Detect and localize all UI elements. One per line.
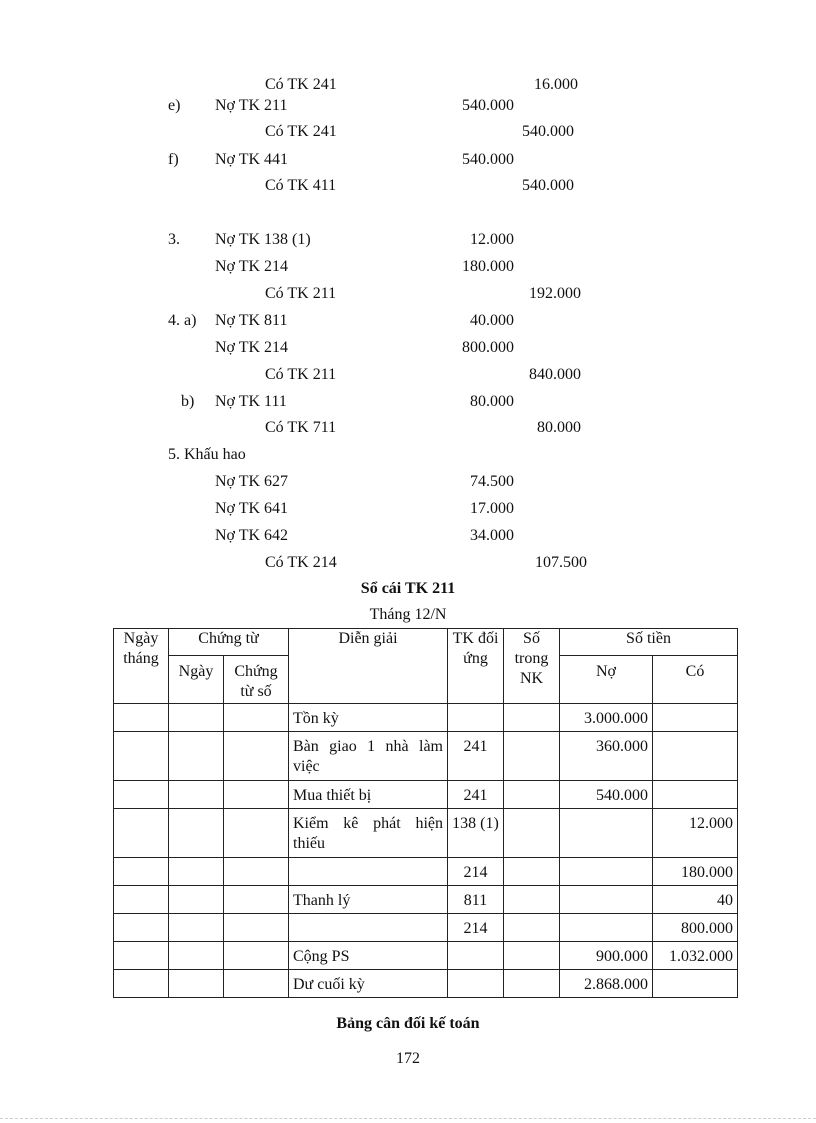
header-amount: Số tiền	[560, 629, 738, 656]
entry-debit: 80.000	[470, 393, 514, 410]
cell-journal-number	[504, 781, 560, 809]
table-row	[114, 886, 738, 914]
cell-journal-number	[504, 858, 560, 886]
entry-debit: 180.000	[462, 258, 514, 275]
cell-voucher-number	[224, 781, 289, 809]
cell-voucher-number	[224, 886, 289, 914]
cell-contra-account	[448, 942, 504, 970]
cell-date	[114, 858, 169, 886]
entry-debit: 800.000	[462, 339, 514, 356]
header-debit: Nợ	[560, 656, 653, 704]
cell-voucher-date	[169, 732, 224, 781]
entry-debit: 74.500	[470, 473, 514, 490]
cell-journal-number	[504, 732, 560, 781]
cell-debit: 2.868.000	[560, 970, 653, 998]
entry-account: Nợ TK 138 (1)	[215, 231, 311, 248]
cell-credit: 180.000	[653, 858, 738, 886]
entry-label: b)	[181, 393, 195, 410]
entry-account: Có TK 214	[265, 554, 337, 571]
cell-date	[114, 886, 169, 914]
cell-debit: 540.000	[560, 781, 653, 809]
entry-credit: 80.000	[537, 419, 581, 436]
cell-contra-account: 214	[448, 914, 504, 942]
cell-voucher-number	[224, 914, 289, 942]
cell-description: Bàn giao 1 nhà làm việc	[289, 732, 448, 781]
entry-credit: 192.000	[529, 285, 581, 302]
table-row	[114, 704, 738, 732]
header-date: Ngày tháng	[114, 629, 169, 704]
entry-credit: 840.000	[529, 366, 581, 383]
ledger-table	[113, 628, 738, 998]
entry-account: Nợ TK 627	[215, 473, 289, 490]
cell-voucher-number	[224, 704, 289, 732]
header-voucher-date: Ngày	[169, 656, 224, 704]
cell-debit	[560, 914, 653, 942]
header-voucher-number: Chứng từ số	[224, 656, 289, 704]
entry-debit: 34.000	[470, 527, 514, 544]
cell-date	[114, 914, 169, 942]
table-row	[114, 809, 738, 858]
cell-voucher-date	[169, 809, 224, 858]
cell-journal-number	[504, 809, 560, 858]
cell-description: Thanh lý	[289, 886, 448, 914]
cell-contra-account	[448, 704, 504, 732]
cell-debit	[560, 886, 653, 914]
cell-voucher-date	[169, 781, 224, 809]
cell-debit: 360.000	[560, 732, 653, 781]
cell-journal-number	[504, 914, 560, 942]
cell-journal-number	[504, 704, 560, 732]
cell-credit: 40	[653, 886, 738, 914]
cell-voucher-date	[169, 942, 224, 970]
cell-credit: 1.032.000	[653, 942, 738, 970]
cell-credit	[653, 704, 738, 732]
cell-date	[114, 732, 169, 781]
entry-account: Nợ TK 111	[215, 393, 287, 410]
cell-contra-account: 811	[448, 886, 504, 914]
next-section-title: Bảng cân đối kế toán	[336, 1015, 480, 1032]
entry-debit: 17.000	[470, 500, 514, 517]
cell-voucher-number	[224, 809, 289, 858]
entry-label: e)	[168, 97, 181, 114]
header-description: Diễn giải	[289, 629, 448, 704]
cell-voucher-date	[169, 858, 224, 886]
entry-account: Nợ TK 441	[215, 151, 289, 168]
entry-account: Nợ TK 642	[215, 527, 289, 544]
entry-debit: 40.000	[470, 312, 514, 329]
entry-credit: 16.000	[534, 76, 578, 93]
entry-account: Có TK 711	[265, 419, 337, 436]
cell-voucher-date	[169, 886, 224, 914]
cell-journal-number	[504, 942, 560, 970]
cell-voucher-date	[169, 914, 224, 942]
table-row	[114, 970, 738, 998]
cell-description: Cộng PS	[289, 942, 448, 970]
ledger-subtitle: Tháng 12/N	[369, 606, 447, 623]
entry-label: f)	[168, 151, 179, 168]
cell-voucher-date	[169, 970, 224, 998]
entry-account: Nợ TK 214	[215, 339, 289, 356]
entry-account: Nợ TK 211	[215, 97, 288, 114]
table-row	[114, 732, 738, 781]
cell-contra-account: 241	[448, 732, 504, 781]
header-row	[114, 629, 738, 656]
cell-voucher-number	[224, 942, 289, 970]
cell-description	[289, 858, 448, 886]
cell-contra-account: 138 (1)	[448, 809, 504, 858]
cell-voucher-date	[169, 704, 224, 732]
entry-account: Có TK 241	[265, 76, 337, 93]
table-row	[114, 942, 738, 970]
cell-description: Mua thiết bị	[289, 781, 448, 809]
cell-voucher-number	[224, 732, 289, 781]
table-row	[114, 858, 738, 886]
header-journal-number: Số trong NK	[504, 629, 560, 704]
entry-account: Có TK 211	[265, 366, 337, 383]
cell-journal-number	[504, 886, 560, 914]
cell-contra-account: 241	[448, 781, 504, 809]
entry-debit: 540.000	[462, 97, 514, 114]
section-heading: 5. Khấu hao	[168, 446, 246, 463]
cell-date	[114, 781, 169, 809]
header-voucher: Chứng từ	[169, 629, 289, 656]
cell-date	[114, 942, 169, 970]
entry-credit: 540.000	[522, 177, 574, 194]
table-row	[114, 781, 738, 809]
cell-contra-account: 214	[448, 858, 504, 886]
cell-contra-account	[448, 970, 504, 998]
entry-debit: 12.000	[470, 231, 514, 248]
cell-date	[114, 704, 169, 732]
cell-credit: 12.000	[653, 809, 738, 858]
page-edge	[0, 1118, 816, 1119]
header-contra-account: TK đối ứng	[448, 629, 504, 704]
entry-account: Nợ TK 214	[215, 258, 289, 275]
entry-account: Có TK 241	[265, 123, 337, 140]
cell-credit	[653, 732, 738, 781]
cell-credit	[653, 970, 738, 998]
cell-credit: 800.000	[653, 914, 738, 942]
cell-journal-number	[504, 970, 560, 998]
entry-debit: 540.000	[462, 151, 514, 168]
cell-debit	[560, 858, 653, 886]
cell-description: Tồn kỳ	[289, 704, 448, 732]
entry-label: 4. a)	[168, 312, 197, 329]
entry-account: Có TK 411	[265, 177, 337, 194]
page-number: 172	[396, 1050, 420, 1067]
entry-credit: 107.500	[535, 554, 587, 571]
cell-credit	[653, 781, 738, 809]
entry-account: Nợ TK 641	[215, 500, 289, 517]
entry-label: 3.	[168, 231, 180, 248]
cell-description: Kiểm kê phát hiện thiếu	[289, 809, 448, 858]
entry-account: Nợ TK 811	[215, 312, 288, 329]
cell-voucher-number	[224, 970, 289, 998]
cell-debit: 3.000.000	[560, 704, 653, 732]
table-row	[114, 914, 738, 942]
cell-debit: 900.000	[560, 942, 653, 970]
cell-date	[114, 970, 169, 998]
header-credit: Có	[653, 656, 738, 704]
cell-description: Dư cuối kỳ	[289, 970, 448, 998]
entry-account: Có TK 211	[265, 285, 337, 302]
cell-date	[114, 809, 169, 858]
ledger-title: Sổ cái TK 211	[360, 580, 456, 597]
cell-voucher-number	[224, 858, 289, 886]
cell-description	[289, 914, 448, 942]
entry-credit: 540.000	[522, 123, 574, 140]
cell-debit	[560, 809, 653, 858]
